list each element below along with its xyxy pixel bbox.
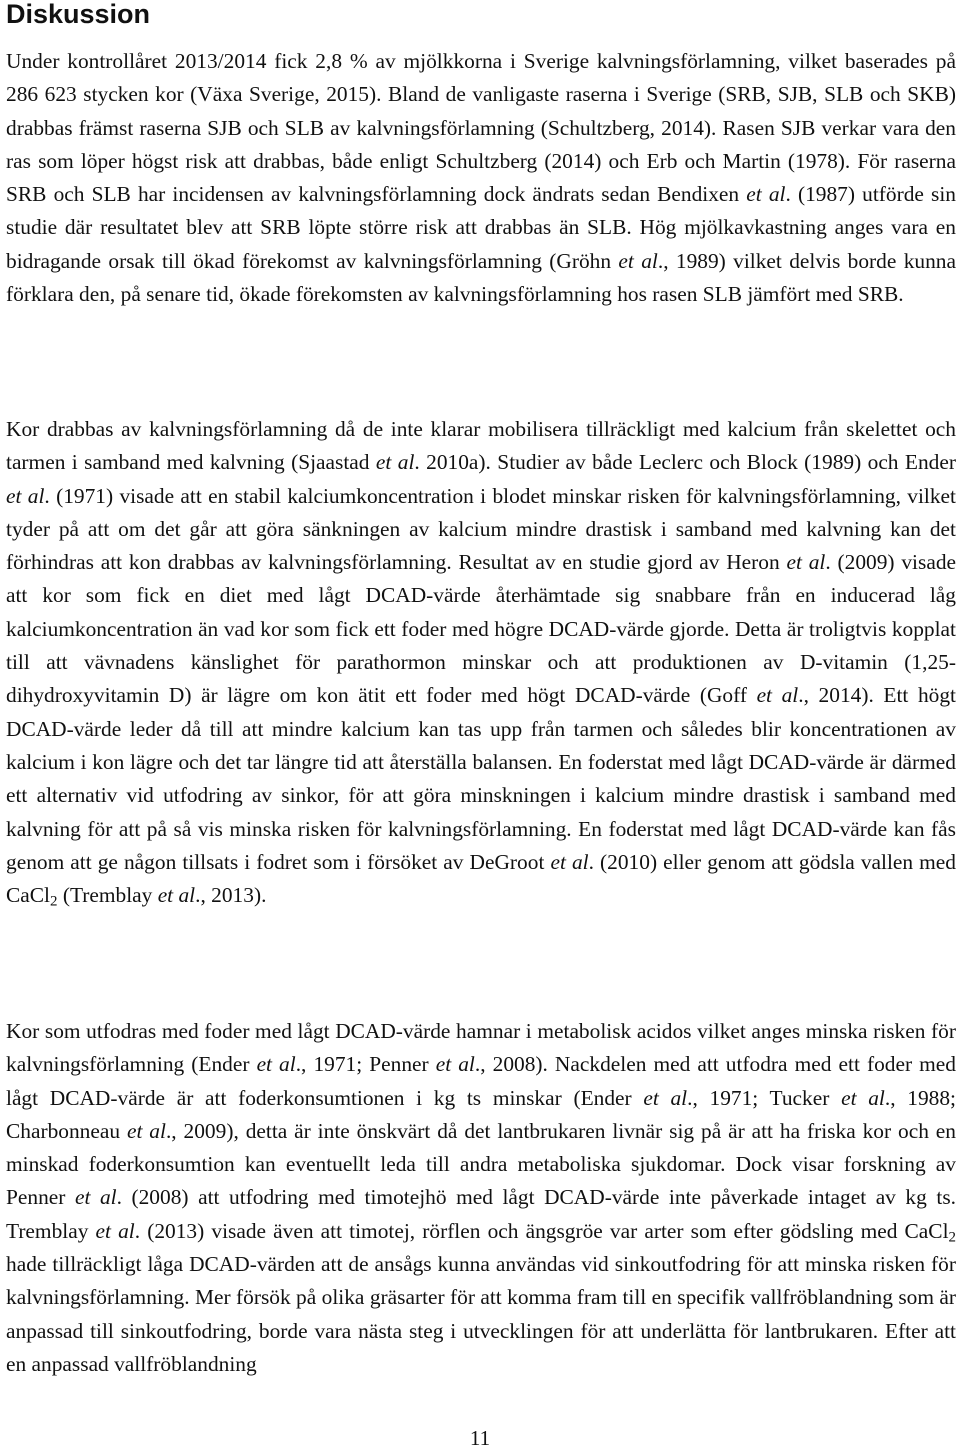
citation-et-al: et al [618, 248, 658, 273]
chemical-subscript: 2 [948, 1229, 956, 1246]
text-run: . 2010a). Studier av både Leclerc och Block (1989) och Ender [414, 450, 956, 475]
text-run: . (2009) visade att kor som fick en diet med lågt DCAD-värde återhämtade sig snabbare från en inducerad låg kalciumkoncentration än vad kor som fick ett foder med högre DCAD-värde gjorde. Detta är troligtvis kopplat till att vävnadens känslighet för parathormon minskar och att produktionen av D-vitamin (1,25-dihydroxyvitamin D) är lägre om kon ätit ett foder med högt DCAD-värde (Goff [6, 550, 957, 708]
paragraph-1 [6, 45, 956, 311]
text-run: ., 2009), detta är inte önskvärt då det lantbrukaren livnär sig på är att ha friska kor och en minskad foderkonsumtion kan eventuellt leda till andra metaboliska sjukdomar. Dock visar forskning av Penner [6, 1118, 956, 1210]
citation-et-al: et al [6, 483, 45, 508]
citation-et-al: et al [435, 1052, 475, 1077]
text-run: hade tillräckligt låga DCAD-värden att de ansågs kunna användas vid sinkoutfodring för att minska risken för kalvningsförlamning. Mer försök på olika gräsarter för att komma fram till en specifik vallfröblandning som är anpassad till sinkoutfodring, borde vara nästa steg i utvecklingen för att underlätta för lantbrukaren. Efter att en anpassad vallfröblandning [6, 1252, 956, 1376]
text-run: . (2008) att utfodring med timotejhö med lågt DCAD-värde inte påverkade intaget av kg ts. Tremblay [6, 1185, 956, 1243]
page-number: 11 [469, 1426, 491, 1450]
text-run: Kor drabbas av kalvningsförlamning då de inte klarar mobilisera tillräckligt med kalcium från skelettet och tarmen i samband med kalvning (Sjaastad [6, 417, 956, 475]
text-run: . (1971) visade att en stabil kalciumkoncentration i blodet minskar risken för kalvningsförlamning, vilket tyder på att om det går att göra sänkningen av kalcium mindre drastisk i samband med kalvning kan det förhindras att kon drabbas av kalvningsförlamning. Resultat av en studie gjord av Heron [6, 483, 956, 575]
chemical-subscript: 2 [49, 893, 58, 910]
citation-et-al: et al [256, 1052, 296, 1077]
text-run: . (2010) eller genom att gödsla vallen med CaCl [6, 849, 956, 908]
text-run: (Tremblay [57, 883, 158, 908]
text-run: ., 1971; Tucker [687, 1085, 842, 1110]
citation-et-al: et al [756, 683, 799, 708]
citation-et-al: et al [375, 450, 415, 475]
text-run: . (1987) utförde sin studie där resultatet blev att SRB löpte större risk att drabbas än SLB. Hög mjölkavkastning anges vara en bidragande orsak till ökad förekomst av kalvningsförlamning (Gröhn [6, 182, 956, 273]
citation-et-al: et al [550, 849, 589, 874]
citation-et-al: et al [643, 1085, 688, 1110]
text-run: Under kontrollåret 2013/2014 fick 2,8 % av mjölkkorna i Sverige kalvningsförlamning, vilket baserades på 286 623 stycken kor (Växa Sverige, 2015). Bland de vanligaste raserna i Sverige (SRB, SJB, SLB och SKB) drabbas främst raserna SJB och SLB av kalvningsförlamning (Schultzberg, 2014). Rasen SJB verkar vara den ras som löper högst risk att drabbas, både enligt Schultzberg (2014) och Erb och Martin (1978). För raserna SRB och SLB har incidensen av kalvningsförlamning dock ändrats sedan Bendixen [6, 49, 956, 207]
citation-et-al: et al [786, 550, 826, 575]
paragraph-3 [6, 1015, 956, 1381]
text-run: ., 1971; Penner [295, 1052, 436, 1077]
text-run: Kor som utfodras med foder med lågt DCAD-värde hamnar i metabolisk acidos vilket anges minska risken för kalvningsförlamning (Ender [6, 1019, 956, 1077]
citation-et-al: et al [746, 182, 786, 207]
section-heading: Diskussion [6, 0, 151, 29]
text-run: ., 2008). Nackdelen med att utfodra med ett foder med lågt DCAD-värde är att foderkonsumtionen i kg ts minskar (Ender [6, 1052, 956, 1110]
citation-et-al: et al [841, 1085, 885, 1110]
text-run: ., 2013). [195, 883, 267, 908]
citation-et-al: et al [126, 1118, 166, 1143]
paragraph-2 [6, 413, 956, 912]
text-run: ., 2014). Ett högt DCAD-värde leder då till att mindre kalcium kan tas upp från tarmen och således blir koncentrationen av kalcium i kon lägre och det tar längre tid att återställa balansen. En foderstat med lågt DCAD-värde är därmed ett alternativ vid utfodring av sinkor, för att göra minskningen i kalcium mindre drastisk i samband med kalvning för att på så vis minska risken för kalvningsförlamning. En foderstat med lågt DCAD-värde kan fås genom att ge någon tillsats i fodret som i försöket av DeGroot [6, 683, 956, 874]
text-run: . (2013) visade även att timotej, rörflen och ängsgröe var arter som efter gödsling med CaCl [134, 1218, 949, 1243]
citation-et-al: et al [157, 883, 196, 908]
citation-et-al: et al [74, 1185, 117, 1210]
text-run: ., 1988; Charbonneau [6, 1085, 956, 1143]
citation-et-al: et al [95, 1218, 135, 1243]
text-run: ., 1989) vilket delvis borde kunna förklara den, på senare tid, ökade förekomsten av kalvningsförlamning hos rasen SLB jämfört med SRB. [6, 248, 956, 307]
